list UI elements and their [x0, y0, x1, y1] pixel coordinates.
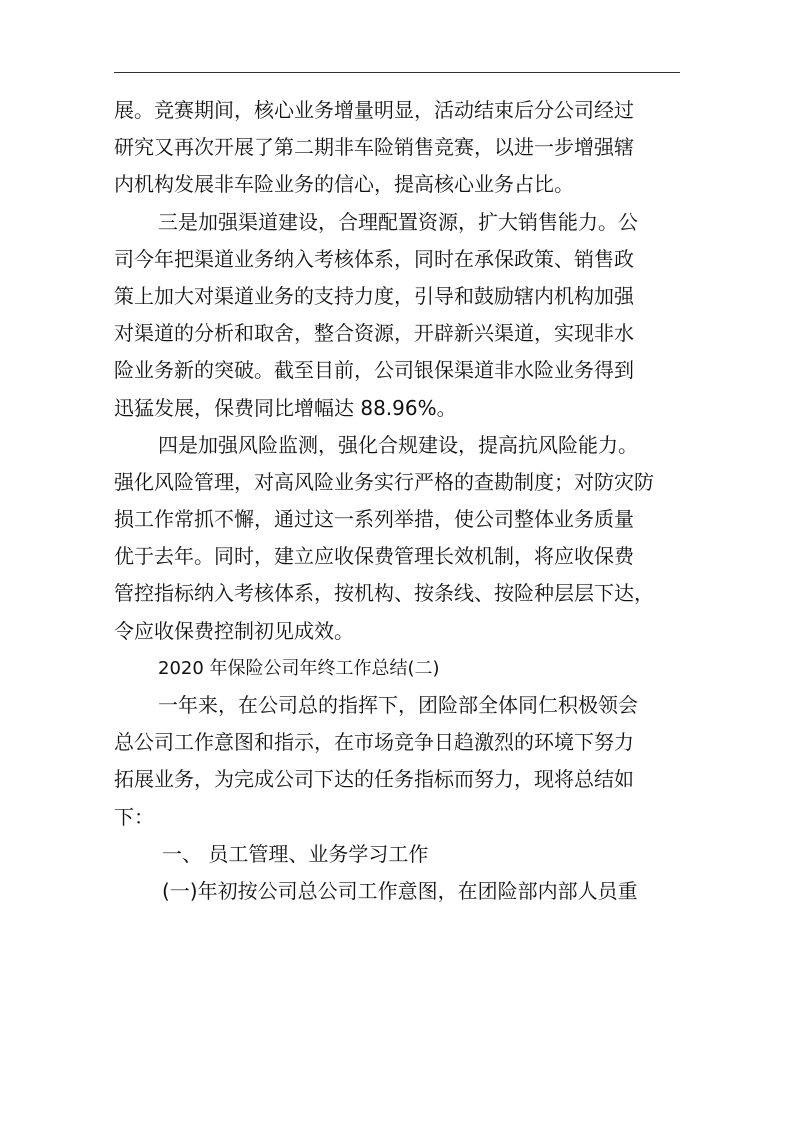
- paragraph-line: 拓展业务，为完成公司下达的任务指标而努力，现将总结如: [114, 767, 634, 792]
- paragraph-line: 优于去年。同时，建立应收保费管理长效机制，将应收保费: [114, 544, 634, 569]
- paragraph-line: 管控指标纳入考核体系，按机构、按条线、按险种层层下达，: [114, 581, 654, 606]
- paragraph-line: (一)年初按公司总公司工作意图，在团险部内部人员重: [162, 878, 638, 903]
- document-body: [114, 92, 694, 910]
- subsection-heading: 一、 员工管理、业务学习工作: [162, 841, 429, 866]
- paragraph-line: 研究又再次开展了第二期非车险销售竞赛，以进一步增强辖: [114, 135, 634, 160]
- paragraph-line: 令应收保费控制初见成效。: [114, 618, 354, 643]
- paragraph-line: 险业务新的突破。截至目前，公司银保渠道非水险业务得到: [114, 358, 634, 383]
- paragraph-line: 内机构发展非车险业务的信心，提高核心业务占比。: [114, 172, 574, 197]
- paragraph-line: 下：: [114, 804, 154, 829]
- paragraph-line: 强化风险管理，对高风险业务实行严格的查勘制度；对防灾防: [114, 469, 654, 494]
- paragraph-line: 总公司工作意图和指示，在市场竞争日趋激烈的环境下努力: [114, 730, 634, 755]
- paragraph-line: 对渠道的分析和取舍，整合资源，开辟新兴渠道，实现非水: [114, 321, 634, 346]
- paragraph-line: 四是加强风险监测，强化合规建设，提高抗风险能力。: [158, 432, 638, 457]
- paragraph-line: 一年来，在公司总的指挥下，团险部全体同仁积极领会: [158, 693, 638, 717]
- paragraph-line: 损工作常抓不懈，通过这一系列举措，使公司整体业务质量: [114, 507, 634, 532]
- section-heading: 2020 年保险公司年终工作总结(二): [158, 657, 440, 679]
- header-rule: [114, 72, 680, 73]
- paragraph-line: 策上加大对渠道业务的支持力度，引导和鼓励辖内机构加强: [114, 283, 634, 308]
- paragraph-line: 迅猛发展，保费同比增幅达 88.96%。: [114, 395, 457, 420]
- paragraph-line: 三是加强渠道建设，合理配置资源，扩大销售能力。公: [158, 209, 638, 234]
- paragraph-line: 司今年把渠道业务纳入考核体系，同时在承保政策、销售政: [114, 246, 634, 271]
- paragraph-line: 展。竞赛期间，核心业务增量明显，活动结束后分公司经过: [114, 98, 634, 122]
